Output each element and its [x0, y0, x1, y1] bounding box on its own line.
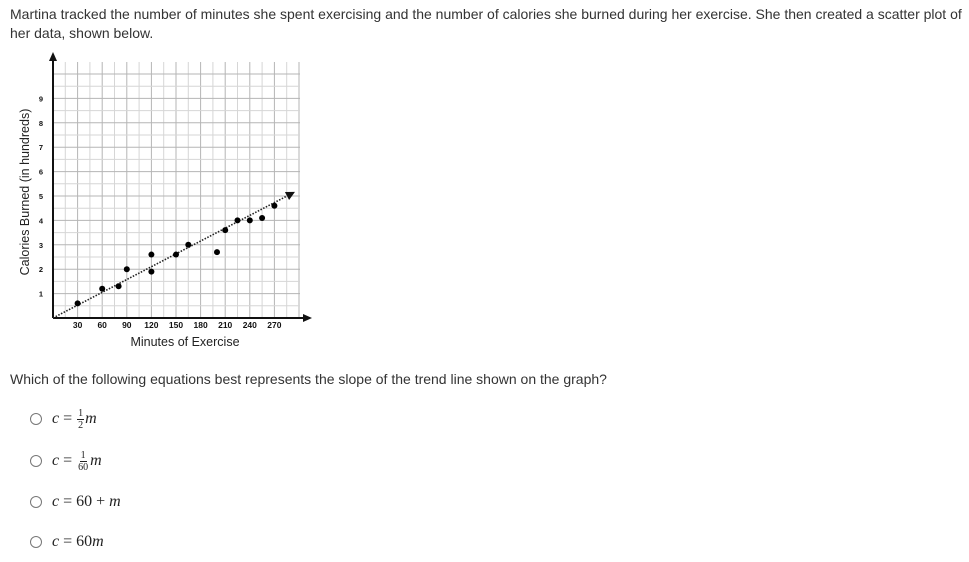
- x-axis-arrow: [303, 314, 312, 322]
- x-tick-label: 270: [267, 320, 282, 330]
- eq-constant: 60: [76, 493, 93, 510]
- x-tick-label: 240: [242, 320, 257, 330]
- radio-button[interactable]: [30, 413, 42, 425]
- intro-line-2: her data, shown below.: [10, 25, 154, 41]
- data-point: [247, 217, 253, 223]
- x-tick-label: 120: [144, 320, 159, 330]
- intro-line-1: Martina tracked the number of minutes she spent exercising and the number of calories she burned during her exercise. She then created a scatter plot of: [10, 6, 962, 22]
- eq-coefficient: 60: [76, 533, 93, 550]
- answer-option-4[interactable]: [30, 529, 104, 555]
- y-tick-label: 3: [38, 240, 44, 250]
- equation: [52, 450, 102, 473]
- data-point: [173, 252, 179, 258]
- eq-equals: =: [63, 452, 73, 469]
- chart-svg: [0, 50, 320, 340]
- scatter-plot: [0, 50, 320, 360]
- fraction-numerator: 1: [80, 449, 86, 461]
- fraction-numerator: 1: [78, 407, 84, 419]
- equation: [52, 408, 97, 431]
- y-tick-label: 9: [38, 94, 44, 104]
- x-tick-label: 210: [218, 320, 233, 330]
- y-tick-label: 1: [38, 289, 44, 299]
- y-tick-label: 4: [38, 216, 44, 226]
- eq-lhs: c: [52, 452, 60, 469]
- question-intro: [10, 5, 965, 43]
- y-tick-label: 8: [38, 118, 44, 128]
- x-tick-label: 90: [122, 320, 132, 330]
- x-tick-label: 30: [72, 320, 83, 330]
- y-axis-arrow: [49, 52, 57, 61]
- x-axis-label: Minutes of Exercise: [130, 335, 240, 349]
- data-point: [148, 252, 154, 258]
- fraction-denominator: 2: [78, 419, 84, 431]
- data-point: [148, 269, 154, 275]
- eq-variable: m: [90, 452, 102, 469]
- eq-lhs: c: [52, 533, 60, 550]
- radio-button[interactable]: [30, 536, 42, 548]
- fraction-denominator: 60: [78, 461, 89, 473]
- y-tick-label: 5: [38, 192, 44, 201]
- data-point: [259, 215, 265, 221]
- fraction: [77, 450, 89, 473]
- data-point: [235, 217, 241, 223]
- x-tick-label: 150: [168, 320, 184, 330]
- eq-variable: m: [85, 410, 97, 427]
- answer-option-3[interactable]: [30, 489, 121, 515]
- eq-plus: +: [96, 493, 106, 510]
- data-point: [222, 227, 228, 233]
- eq-equals: =: [63, 533, 73, 550]
- radio-button[interactable]: [30, 455, 42, 467]
- question-text: Which of the following equations best represents the slope of the trend line shown on the graph?: [10, 371, 607, 387]
- data-point: [185, 242, 191, 248]
- x-tick-label: 60: [97, 320, 107, 330]
- data-point: [271, 203, 277, 209]
- equation: [52, 533, 104, 551]
- eq-variable: m: [92, 533, 104, 550]
- y-tick-label: 6: [38, 167, 44, 177]
- fraction: [77, 408, 84, 431]
- data-point: [124, 266, 130, 272]
- eq-equals: =: [63, 493, 73, 510]
- y-axis-label: Calories Burned (in hundreds): [18, 108, 32, 276]
- radio-button[interactable]: [30, 496, 42, 508]
- data-point: [75, 300, 81, 306]
- eq-variable: m: [109, 493, 121, 510]
- eq-lhs: c: [52, 410, 60, 427]
- answer-option-2[interactable]: [30, 448, 102, 474]
- data-point: [99, 286, 105, 292]
- y-tick-label: 7: [38, 143, 44, 153]
- data-point: [214, 249, 220, 255]
- eq-lhs: c: [52, 493, 60, 510]
- eq-equals: =: [63, 410, 73, 427]
- y-tick-label: 2: [38, 265, 44, 275]
- answer-option-1[interactable]: [30, 406, 97, 432]
- data-point: [116, 283, 122, 289]
- equation: [52, 493, 121, 511]
- x-tick-label: 180: [193, 320, 208, 330]
